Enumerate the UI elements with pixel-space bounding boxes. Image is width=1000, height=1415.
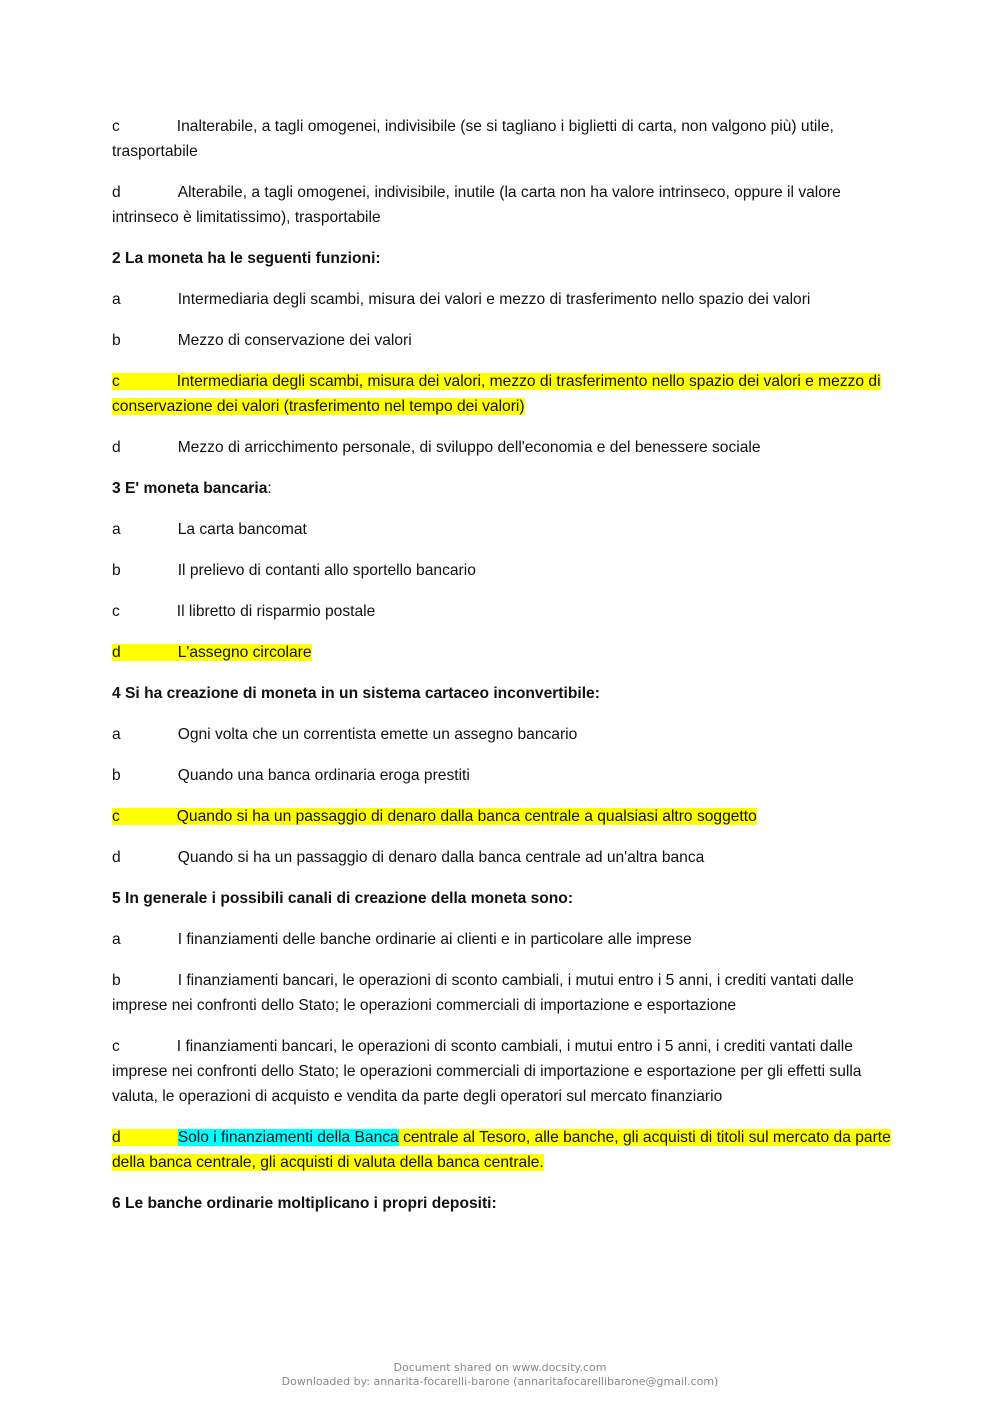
- option-text: I finanziamenti delle banche ordinarie ai clienti e in particolare alle imprese: [177, 931, 692, 948]
- option-letter: d: [112, 184, 121, 201]
- question-4-title: 4 Si ha creazione di moneta in un sistema cartaceo inconvertibile:: [112, 685, 600, 702]
- option-letter: b: [112, 767, 121, 784]
- option-text: Mezzo di arricchimento personale, di sviluppo dell'economia e del benessere sociale: [177, 439, 761, 456]
- option-letter: b: [112, 562, 121, 579]
- q5-option-c: [112, 1034, 892, 1109]
- footer-downloaded: Downloaded by: annarita-focarelli-barone (annaritafocarellibarone@gmail.com): [281, 1375, 719, 1388]
- option-letter: c: [112, 1038, 120, 1055]
- option-text: Mezzo di conservazione dei valori: [177, 332, 412, 349]
- option-text: Ogni volta che un correntista emette un assegno bancario: [177, 726, 578, 743]
- q2-option-d: [112, 435, 892, 460]
- option-letter: c: [112, 603, 120, 620]
- option-letter: d: [112, 849, 121, 866]
- q4-option-d: [112, 845, 892, 870]
- option-text: Il libretto di risparmio postale: [176, 603, 376, 620]
- option-text: Quando una banca ordinaria eroga prestiti: [177, 767, 470, 784]
- q2-option-b: [112, 328, 892, 353]
- q3-option-b: [112, 558, 892, 583]
- option-letter: d: [112, 644, 121, 661]
- option-text: Il prelievo di contanti allo sportello bancario: [177, 562, 476, 579]
- question-6-title: 6 Le banche ordinarie moltiplicano i propri depositi:: [112, 1195, 497, 1212]
- option-letter: a: [112, 521, 121, 538]
- q2-option-a: [112, 287, 892, 312]
- option-text: I finanziamenti bancari, le operazioni di sconto cambiali, i mutui entro i 5 anni, i crediti vantati dalle imprese nei confronti dello Stato; le operazioni commerciali di importazione e esportazione per gli effetti sulla valuta, le operazioni di acquisto e vendita da parte degli operatori sul mercato finanziario: [112, 1038, 862, 1105]
- option-letter: c: [112, 808, 120, 825]
- option-letter: a: [112, 931, 121, 948]
- option-letter: c: [112, 373, 120, 390]
- option-text: Alterabile, a tagli omogenei, indivisibile, inutile (la carta non ha valore intrinseco, oppure il valore intrinseco è limitatissimo), trasportabile: [112, 184, 841, 226]
- option-text-yellow: centrale al Tesoro, alle banche, gli acquisti di titoli sul mercato da parte della banca centrale, gli acquisti di valuta della banca centrale.: [112, 1129, 891, 1171]
- option-text: Inalterabile, a tagli omogenei, indivisibile (se si tagliano i biglietti di carta, non valgono più) utile, trasportabile: [112, 118, 834, 160]
- option-text: L'assegno circolare: [177, 644, 312, 661]
- q5-option-a: [112, 927, 892, 952]
- q5-option-b: [112, 968, 892, 1018]
- option-letter: a: [112, 726, 121, 743]
- option-text-cyan: Solo i finanziamenti della Banca: [177, 1129, 399, 1146]
- option-letter: d: [112, 439, 121, 456]
- question-2-title: 2 La moneta ha le seguenti funzioni:: [112, 250, 381, 267]
- question-5-title: 5 In generale i possibili canali di creazione della moneta sono:: [112, 890, 574, 907]
- footer-shared: Document shared on www.docsity.com: [393, 1361, 607, 1374]
- option-text: Quando si ha un passaggio di denaro dalla banca centrale ad un'altra banca: [177, 849, 705, 866]
- answer-option-d: [112, 180, 892, 230]
- q4-option-a: [112, 722, 892, 747]
- option-text: La carta bancomat: [177, 521, 307, 538]
- document-page: [112, 114, 892, 1232]
- q3-option-a: [112, 517, 892, 542]
- q4-option-b: [112, 763, 892, 788]
- option-letter: b: [112, 972, 121, 989]
- option-text: I finanziamenti bancari, le operazioni di sconto cambiali, i mutui entro i 5 anni, i crediti vantati dalle imprese nei confronti dello Stato; le operazioni commerciali di importazione e esportazione: [112, 972, 854, 1014]
- option-letter: c: [112, 118, 120, 135]
- option-letter: d: [112, 1129, 121, 1146]
- question-3-title-text: 3 E' moneta bancaria: [112, 480, 268, 497]
- q2-option-c-highlighted: [112, 369, 892, 419]
- option-letter: a: [112, 291, 121, 308]
- q4-option-c-highlighted: [112, 804, 892, 829]
- option-text: Quando si ha un passaggio di denaro dalla banca centrale a qualsiasi altro soggetto: [176, 808, 757, 825]
- answer-option-c: [112, 114, 892, 164]
- option-letter: b: [112, 332, 121, 349]
- q5-option-d-highlighted: [112, 1125, 892, 1175]
- q3-option-d-highlighted: [112, 640, 892, 665]
- question-3-colon: :: [267, 480, 272, 497]
- question-3-title: [112, 476, 892, 501]
- option-text: Intermediaria degli scambi, misura dei valori, mezzo di trasferimento nello spazio dei valori e mezzo di conservazione dei valori (trasferimento nel tempo dei valori): [112, 373, 881, 415]
- option-text: Intermediaria degli scambi, misura dei valori e mezzo di trasferimento nello spazio dei valori: [177, 291, 811, 308]
- q3-option-c: [112, 599, 892, 624]
